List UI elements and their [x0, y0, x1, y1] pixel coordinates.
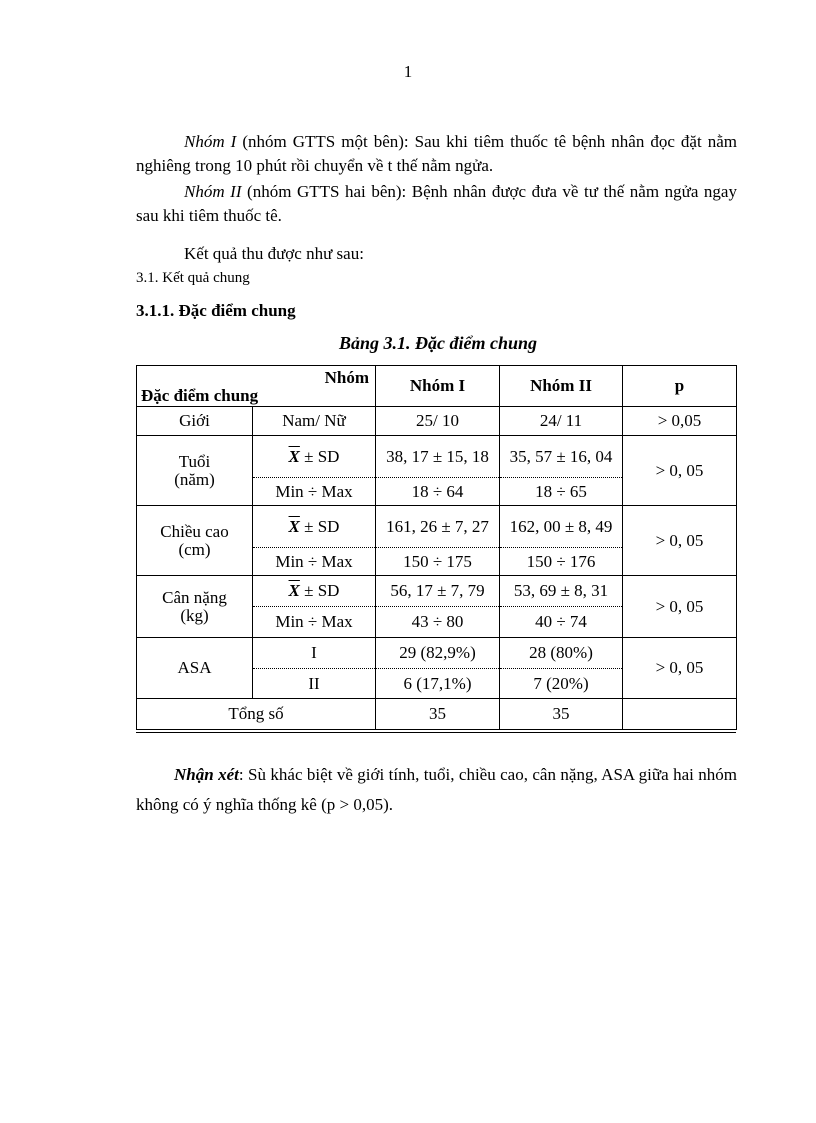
row-sub-height-minmax: Min ÷ Max — [253, 548, 376, 576]
subsection-heading: 3.1.1. Đặc điểm chung — [136, 301, 296, 320]
row-label-asa: ASA — [137, 638, 253, 699]
cell-age-mm-g2: 18 ÷ 65 — [500, 478, 623, 506]
table-row — [137, 407, 737, 436]
characteristics-table-wrapper — [136, 365, 736, 733]
cell-age-sd-g1: 38, 17 ± 15, 18 — [376, 436, 500, 478]
table-caption: Bảng 3.1. Đặc điểm chung — [338, 333, 538, 353]
table-row — [137, 699, 737, 730]
row-label-weight: Cân nặng (kg) — [137, 576, 253, 638]
cell-asa-1-g1: 29 (82,9%) — [376, 638, 500, 669]
cell-height-mm-g1: 150 ÷ 175 — [376, 548, 500, 576]
header-corner-cell — [137, 366, 376, 407]
cell-asa-2-g1: 6 (17,1%) — [376, 669, 500, 699]
cell-total-p — [623, 699, 737, 730]
row-sub-asa-1: I — [253, 638, 376, 669]
cell-weight-sd-g2: 53, 69 ± 8, 31 — [500, 576, 623, 607]
row-sub-height-sd: $\overline{X}$ ± SD — [253, 506, 376, 548]
cell-height-mm-g2: 150 ÷ 176 — [500, 548, 623, 576]
table-header-row — [137, 366, 737, 407]
cell-gender-p: > 0,05 — [623, 407, 737, 436]
table-row — [137, 436, 737, 478]
table-note — [136, 760, 737, 820]
cell-weight-sd-g1: 56, 17 ± 7, 79 — [376, 576, 500, 607]
characteristics-table — [136, 365, 737, 730]
note-label: Nhận xét — [174, 765, 239, 784]
row-sub-age-sd: $\overline{X}$ ± SD — [253, 436, 376, 478]
group-1-label: Nhóm I — [184, 132, 237, 151]
row-label-height: Chiều cao (cm) — [137, 506, 253, 576]
cell-asa-2-g2: 7 (20%) — [500, 669, 623, 699]
group-2-description: (nhóm GTTS hai bên): Bệnh nhân được đưa về tư thế nằm ngửa ngay sau khi tiêm thuốc tê. — [136, 182, 737, 225]
cell-asa-1-g2: 28 (80%) — [500, 638, 623, 669]
intro-paragraph-1 — [136, 130, 737, 178]
page-number: 1 — [403, 62, 413, 81]
table-row — [137, 506, 737, 548]
header-corner-group: Nhóm — [324, 368, 369, 387]
group-1-description: (nhóm GTTS một bên): Sau khi tiêm thuốc tê bệnh nhân đọc đặt nằm nghiêng trong 10 phút rồi chuyển về t thế nằm ngửa. — [136, 132, 737, 175]
header-group-1: Nhóm I — [376, 366, 500, 407]
cell-age-mm-g1: 18 ÷ 64 — [376, 478, 500, 506]
cell-gender-g1: 25/ 10 — [376, 407, 500, 436]
row-sub-age-minmax: Min ÷ Max — [253, 478, 376, 506]
row-sub-weight-minmax: Min ÷ Max — [253, 607, 376, 638]
mean-symbol: $\overline{X}$ — [288, 581, 300, 600]
cell-total-g1: 35 — [376, 699, 500, 730]
table-row — [137, 638, 737, 669]
note-text: : Sù khác biệt về giới tính, tuổi, chiều cao, cân nặng, ASA giữa hai nhóm không có ý nghĩa thống kê (p > 0,05). — [136, 765, 737, 814]
cell-total-g2: 35 — [500, 699, 623, 730]
mean-symbol: $\overline{X}$ — [288, 446, 300, 466]
header-group-2: Nhóm II — [500, 366, 623, 407]
table-row — [137, 576, 737, 607]
cell-height-p: > 0, 05 — [623, 506, 737, 576]
intro-paragraph-3: Kết quả thu được như sau: — [184, 244, 364, 263]
row-sub-asa-2: II — [253, 669, 376, 699]
cell-asa-p: > 0, 05 — [623, 638, 737, 699]
cell-weight-mm-g2: 40 ÷ 74 — [500, 607, 623, 638]
cell-weight-mm-g1: 43 ÷ 80 — [376, 607, 500, 638]
row-sub-weight-sd: $\overline{X}$ ± SD — [253, 576, 376, 607]
cell-height-sd-g1: 161, 26 ± 7, 27 — [376, 506, 500, 548]
mean-symbol: $\overline{X}$ — [288, 516, 300, 536]
cell-age-sd-g2: 35, 57 ± 16, 04 — [500, 436, 623, 478]
header-p: p — [623, 366, 737, 407]
intro-paragraph-2 — [136, 180, 737, 228]
cell-height-sd-g2: 162, 00 ± 8, 49 — [500, 506, 623, 548]
row-sub-gender: Nam/ Nữ — [253, 407, 376, 436]
cell-age-p: > 0, 05 — [623, 436, 737, 506]
row-label-gender: Giới — [137, 407, 253, 436]
cell-weight-p: > 0, 05 — [623, 576, 737, 638]
cell-gender-g2: 24/ 11 — [500, 407, 623, 436]
section-heading: 3.1. Kết quả chung — [136, 270, 250, 286]
header-corner-characteristic: Đặc điểm chung — [141, 386, 259, 405]
row-label-total: Tổng số — [137, 699, 376, 730]
row-label-age: Tuổi (năm) — [137, 436, 253, 506]
group-2-label: Nhóm II — [184, 182, 242, 201]
